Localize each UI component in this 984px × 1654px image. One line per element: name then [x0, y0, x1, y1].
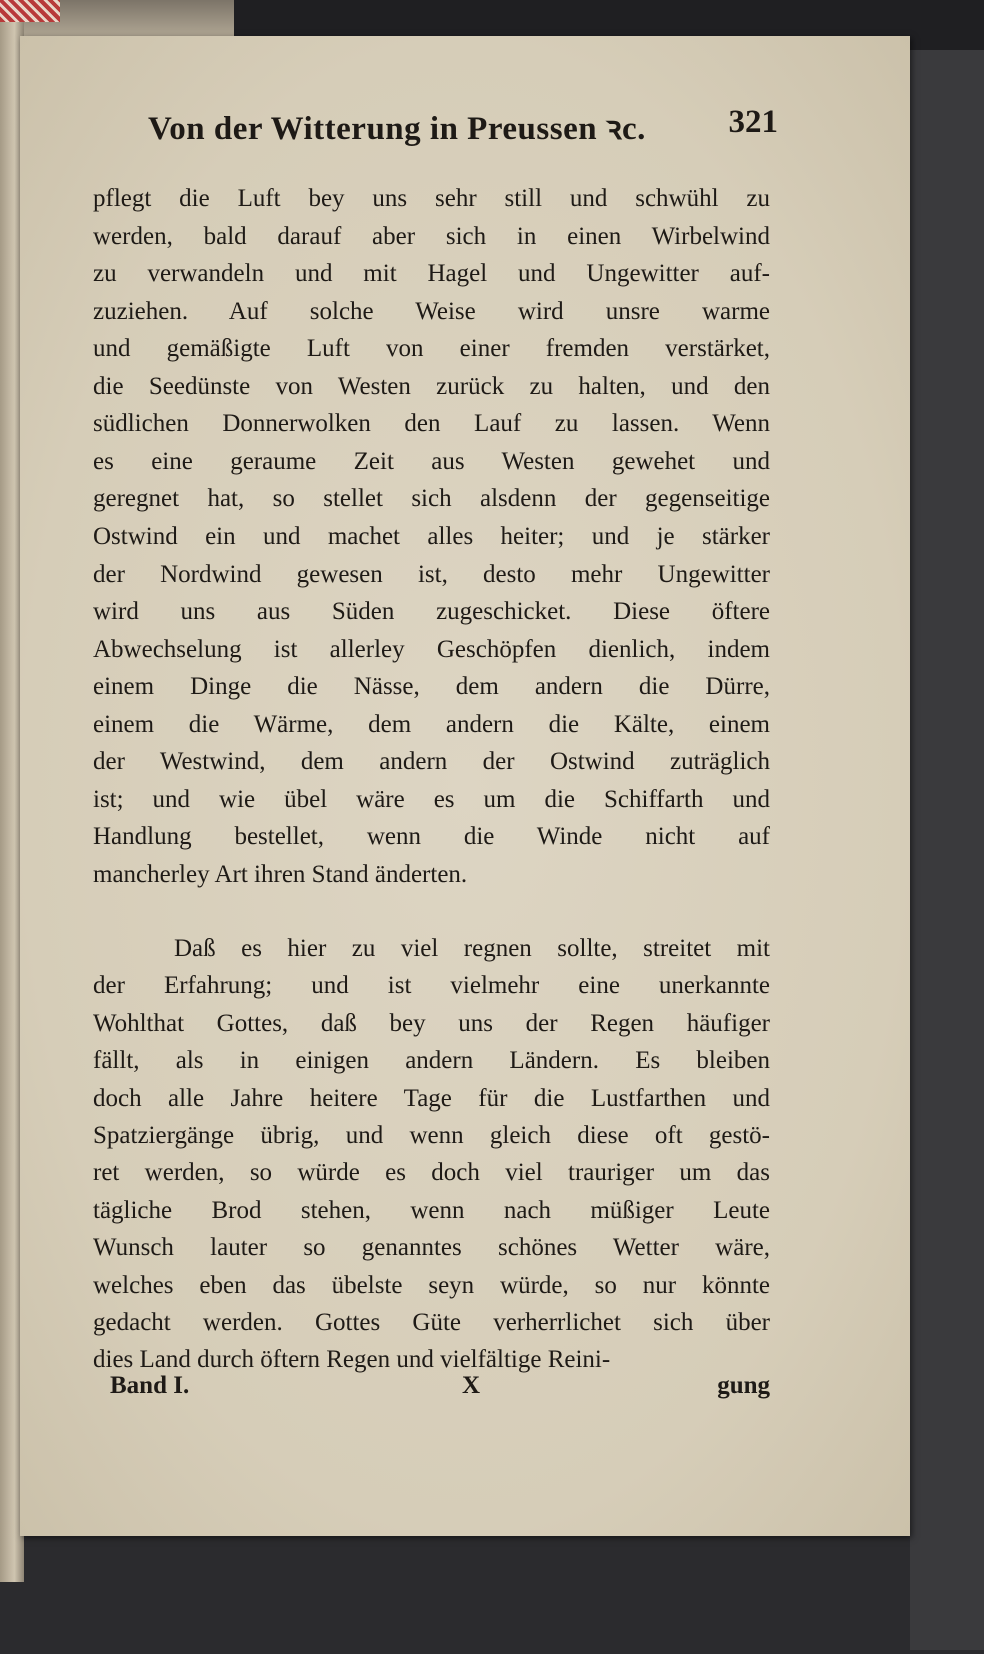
text-line: zu verwandeln und mit Hagel und Ungewitter auf-	[93, 260, 770, 288]
text-line: es eine geraume Zeit aus Westen gewehet und	[93, 447, 770, 475]
text-line: südlichen Donnerwolken den Lauf zu lassen. Wenn	[93, 410, 770, 438]
bookmark-ribbon	[0, 0, 60, 22]
text-line: dies Land durch öftern Regen und vielfältige Reini-	[93, 1346, 611, 1374]
text-line: Spatziergänge übrig, und wenn gleich diese oft gestö-	[93, 1122, 770, 1149]
text-line: der Westwind, dem andern der Ostwind zuträglich	[93, 748, 770, 776]
text-line: einem Dinge die Nässe, dem andern die Dürre,	[93, 673, 770, 701]
text-line: zuziehen. Auf solche Weise wird unsre warme	[93, 297, 770, 325]
text-line: geregnet hat, so stellet sich alsdenn der gegenseitige	[93, 485, 770, 513]
text-line: Abwechselung ist allerley Geschöpfen dienlich, indem	[93, 635, 770, 663]
volume-label: Band I.	[110, 1372, 190, 1399]
text-line: Wohlthat Gottes, daß bey uns der Regen häufiger	[93, 1009, 770, 1037]
text-line: der Nordwind gewesen ist, desto mehr Ungewitter	[93, 560, 770, 588]
text-line: die Seedünste von Westen zurück zu halten, und den	[93, 372, 770, 400]
text-line: mancherley Art ihren Stand änderten.	[93, 860, 468, 888]
text-line: der Erfahrung; und ist vielmehr eine unerkannte	[93, 972, 770, 1000]
page-footer	[110, 1372, 770, 1408]
text-line: ret werden, so würde es doch viel trauriger um das	[93, 1159, 770, 1187]
running-title: Von der Witterung in Preussen ꝛc.	[148, 111, 646, 147]
text-line: welches eben das übelste seyn würde, so nur könnte	[93, 1271, 770, 1299]
text-line: Handlung bestellet, wenn die Winde nicht auf	[93, 823, 770, 851]
text-line: einem die Wärme, dem andern die Kälte, einem	[93, 710, 770, 738]
text-line: werden, bald darauf aber sich in einen Wirbelwind	[93, 222, 770, 250]
text-line: Wunsch lauter so genanntes schönes Wetter wäre,	[93, 1234, 770, 1262]
text-line: und gemäßigte Luft von einer fremden verstärket,	[93, 335, 770, 363]
scan-background-right	[910, 50, 984, 1650]
text-line: wird uns aus Süden zugeschicket. Diese öftere	[93, 598, 770, 626]
page-header	[148, 104, 778, 147]
text-line: Daß es hier zu viel regnen sollte, streitet mit	[174, 935, 770, 962]
text-line: pflegt die Luft bey uns sehr still und schwühl zu	[93, 185, 770, 212]
catchword: gung	[717, 1372, 770, 1399]
page-number: 321	[728, 104, 778, 140]
text-line: tägliche Brod stehen, wenn nach müßiger Leute	[93, 1196, 770, 1224]
signature-mark: X	[462, 1372, 481, 1399]
text-line: fällt, als in einigen andern Ländern. Es bleiben	[93, 1047, 770, 1075]
text-line: gedacht werden. Gottes Güte verherrlichet sich über	[93, 1309, 770, 1336]
text-line: ist; und wie übel wäre es um die Schiffarth und	[93, 785, 770, 813]
text-line: doch alle Jahre heitere Tage für die Lustfarthen und	[93, 1084, 770, 1112]
text-line: Ostwind ein und machet alles heiter; und je stärker	[93, 522, 770, 550]
